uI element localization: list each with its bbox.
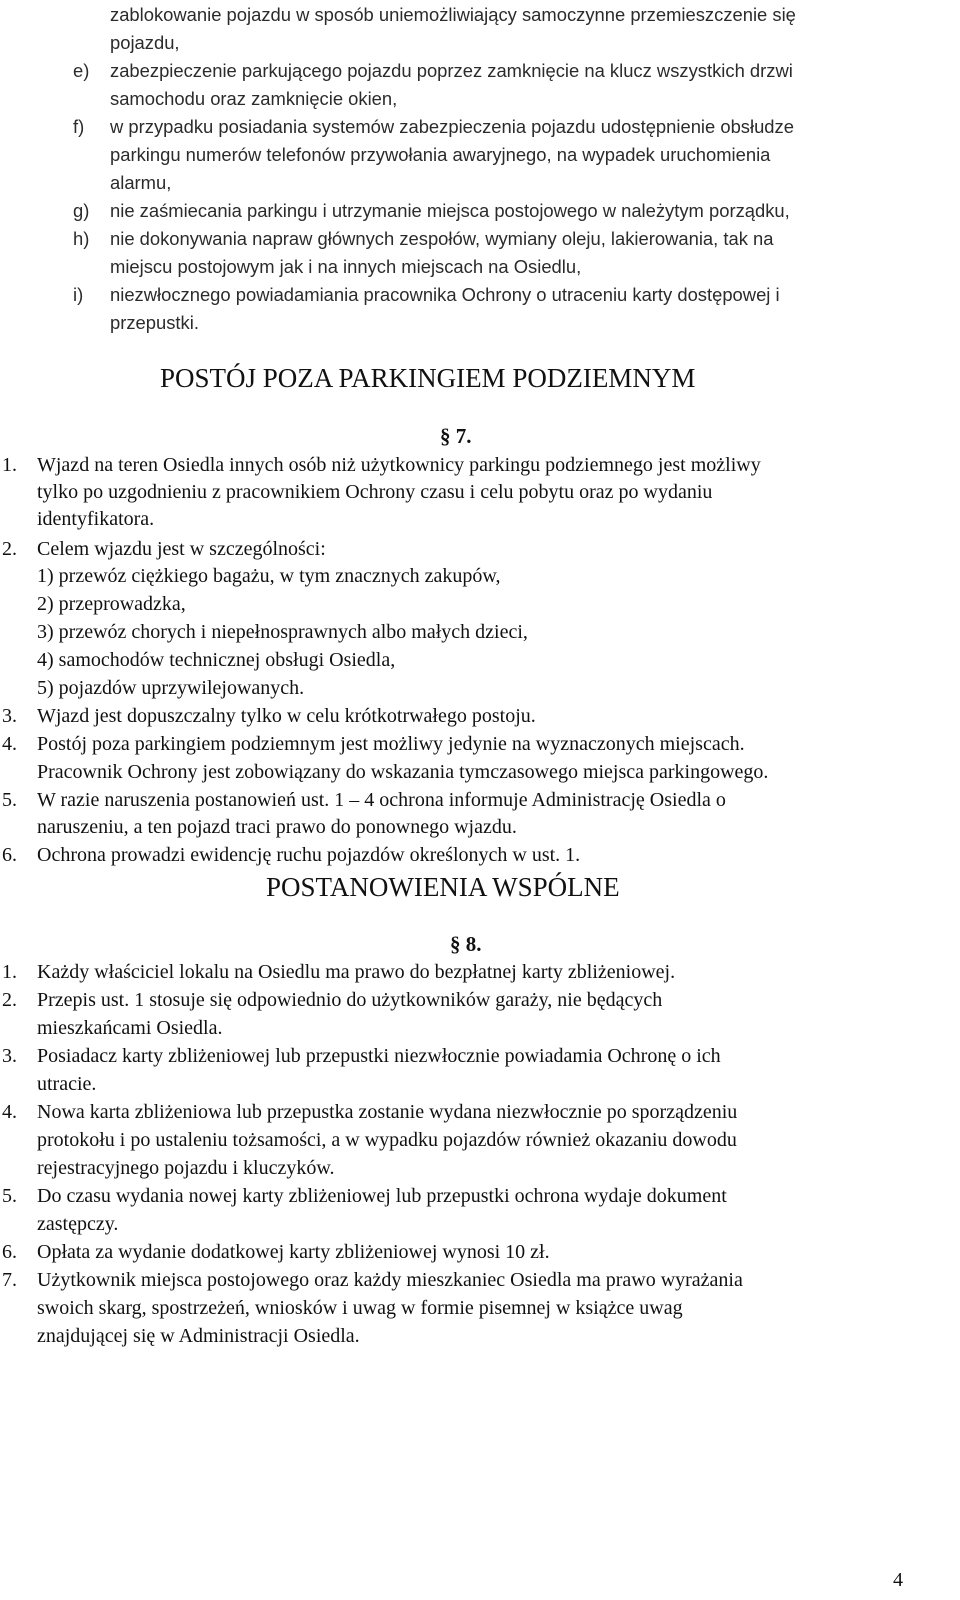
- text-line: Posiadacz karty zbliżeniowej lub przepustki niezwłocznie powiadamia Ochronę o ich: [37, 1045, 721, 1067]
- text-line: utracie.: [37, 1073, 97, 1095]
- list-item-text: pojazdu,: [110, 32, 180, 53]
- text-line: 5) pojazdów uprzywilejowanych.: [37, 677, 305, 699]
- list-item-text: w przypadku posiadania systemów zabezpieczenia pojazdu udostępnienie obsłudze: [110, 116, 794, 137]
- text-line: Wjazd jest dopuszczalny tylko w celu krótkotrwałego postoju.: [37, 705, 536, 727]
- list-item-text: nie zaśmiecania parkingu i utrzymanie miejsca postojowego w należytym porządku,: [110, 200, 790, 221]
- list-number: 3.: [2, 705, 17, 727]
- list-number: 4.: [2, 1101, 17, 1123]
- list-item-text: alarmu,: [110, 172, 172, 193]
- list-item-label: f): [73, 116, 85, 137]
- paragraph-number: § 8.: [450, 932, 482, 956]
- list-number: 7.: [2, 1269, 17, 1291]
- text-line: Wjazd na teren Osiedla innych osób niż użytkownicy parkingu podziemnego jest możliwy: [37, 454, 761, 476]
- list-number: 5.: [2, 789, 17, 811]
- text-line: Celem wjazdu jest w szczególności:: [37, 538, 326, 560]
- list-number: 1.: [2, 454, 17, 476]
- text-line: zastępczy.: [37, 1213, 119, 1235]
- text-line: Pracownik Ochrony jest zobowiązany do wskazania tymczasowego miejsca parkingowego.: [37, 761, 769, 783]
- list-item-label: i): [73, 284, 84, 305]
- list-item-text: przepustki.: [110, 312, 199, 333]
- list-number: 4.: [2, 733, 17, 755]
- list-item-text: samochodu oraz zamknięcie okien,: [110, 88, 398, 109]
- list-item-text: zabezpieczenie parkującego pojazdu poprzez zamknięcie na klucz wszystkich drzwi: [110, 60, 793, 81]
- paragraph-number: § 7.: [440, 424, 472, 448]
- text-line: Opłata za wydanie dodatkowej karty zbliżeniowej wynosi 10 zł.: [37, 1241, 550, 1263]
- list-number: 5.: [2, 1185, 17, 1207]
- text-line: Postój poza parkingiem podziemnym jest możliwy jedynie na wyznaczonych miejscach.: [37, 733, 745, 755]
- section-heading: POSTANOWIENIA WSPÓLNE: [266, 872, 620, 902]
- text-line: identyfikatora.: [37, 508, 155, 530]
- list-item-label: g): [73, 200, 90, 221]
- list-number: 3.: [2, 1045, 17, 1067]
- text-line: W razie naruszenia postanowień ust. 1 – 4 ochrona informuje Administrację Osiedla o: [37, 789, 726, 811]
- list-item-text: parkingu numerów telefonów przywołania awaryjnego, na wypadek uruchomienia: [110, 144, 771, 165]
- list-item-text: miejscu postojowym jak i na innych miejscach na Osiedlu,: [110, 256, 582, 277]
- list-number: 2.: [2, 538, 17, 560]
- text-line: naruszeniu, a ten pojazd traci prawo do ponownego wjazdu.: [37, 816, 517, 838]
- text-line: 2) przeprowadzka,: [37, 593, 186, 615]
- text-line: swoich skarg, spostrzeżeń, wniosków i uwag w formie pisemnej w książce uwag: [37, 1297, 683, 1319]
- text-line: Do czasu wydania nowej karty zbliżeniowej lub przepustki ochrona wydaje dokument: [37, 1185, 727, 1207]
- text-line: Każdy właściciel lokalu na Osiedlu ma prawo do bezpłatnej karty zbliżeniowej.: [37, 961, 676, 983]
- page-number: 4: [893, 1569, 903, 1591]
- list-number: 6.: [2, 1241, 17, 1263]
- list-item-text: niezwłocznego powiadamiania pracownika Ochrony o utraceniu karty dostępowej i: [110, 284, 780, 305]
- text-line: rejestracyjnego pojazdu i kluczyków.: [37, 1157, 335, 1179]
- text-line: tylko po uzgodnieniu z pracownikiem Ochrony czasu i celu pobytu oraz po wydaniu: [37, 481, 713, 503]
- text-line: znajdującej się w Administracji Osiedla.: [37, 1325, 360, 1347]
- list-item-label: e): [73, 60, 90, 81]
- list-number: 1.: [2, 961, 17, 983]
- list-item-text: nie dokonywania napraw głównych zespołów, wymiany oleju, lakierowania, tak na: [110, 228, 774, 249]
- text-line: Nowa karta zbliżeniowa lub przepustka zostanie wydana niezwłocznie po sporządzeniu: [37, 1101, 738, 1123]
- text-line: protokołu i po ustaleniu tożsamości, a w wypadku pojazdów również okazaniu dowodu: [37, 1129, 737, 1151]
- text-line: 3) przewóz chorych i niepełnosprawnych albo małych dzieci,: [37, 621, 528, 643]
- list-number: 6.: [2, 844, 17, 866]
- text-line: Użytkownik miejsca postojowego oraz każdy mieszkaniec Osiedla ma prawo wyrażania: [37, 1269, 743, 1291]
- list-number: 2.: [2, 989, 17, 1011]
- text-line: 1) przewóz ciężkiego bagażu, w tym znacznych zakupów,: [37, 565, 501, 587]
- list-item-label: h): [73, 228, 90, 249]
- list-item-text: zablokowanie pojazdu w sposób uniemożliwiający samoczynne przemieszczenie się: [110, 4, 796, 25]
- text-line: Ochrona prowadzi ewidencję ruchu pojazdów określonych w ust. 1.: [37, 844, 581, 866]
- section-heading: POSTÓJ POZA PARKINGIEM PODZIEMNYM: [160, 363, 696, 393]
- text-line: Przepis ust. 1 stosuje się odpowiednio do użytkowników garaży, nie będących: [37, 989, 663, 1011]
- text-line: 4) samochodów technicznej obsługi Osiedla,: [37, 649, 396, 671]
- text-line: mieszkańcami Osiedla.: [37, 1017, 223, 1039]
